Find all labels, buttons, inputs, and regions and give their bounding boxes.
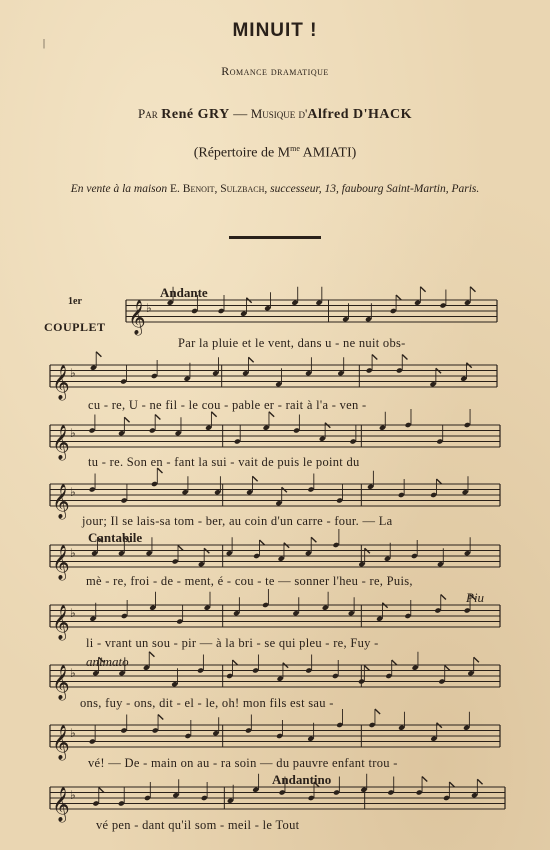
treble-clef: 𝄞 xyxy=(52,484,70,519)
note-flag xyxy=(259,540,264,545)
tempo-cantabile: Cantabile xyxy=(88,530,143,545)
note-flag xyxy=(396,295,401,300)
note-flag xyxy=(474,657,479,662)
repertoire-name: AMIATI) xyxy=(299,145,357,161)
lyric-line-1: Par la pluie et le vent, dans u - ne nuit obs- xyxy=(178,336,406,350)
treble-clef: 𝄞 xyxy=(128,300,146,335)
song-title: MINUIT ! xyxy=(232,20,318,41)
treble-clef: 𝄞 xyxy=(52,725,70,760)
repertoire-prefix: (Répertoire de M xyxy=(193,145,291,161)
flat-sign: ♭ xyxy=(70,426,76,440)
tempo-andante: Andante xyxy=(160,285,208,300)
couplet-label: COUPLET xyxy=(44,320,106,334)
note-flag xyxy=(470,287,475,292)
note-flag xyxy=(149,652,154,657)
tempo-andantino: Andantino xyxy=(272,772,332,787)
treble-clef: 𝄞 xyxy=(52,787,70,822)
flat-sign: ♭ xyxy=(70,726,76,740)
note-flag xyxy=(441,595,446,600)
tempo-piu: Piu xyxy=(466,590,485,605)
flat-sign: ♭ xyxy=(70,546,76,560)
flat-sign: ♭ xyxy=(70,666,76,680)
flat-sign: ♭ xyxy=(70,606,76,620)
sale-prefix: En vente à la maison xyxy=(70,183,168,195)
treble-clef: 𝄞 xyxy=(52,605,70,640)
note-flag xyxy=(375,709,380,714)
note-flag xyxy=(445,666,450,671)
sale-suffix: successeur, 13, faubourg Saint-Martin, Paris. xyxy=(270,183,480,195)
repertoire-sup: me xyxy=(290,144,300,153)
note-flag xyxy=(372,355,377,360)
note-flag xyxy=(178,546,183,551)
note-flag xyxy=(248,357,253,362)
by-prefix: Par xyxy=(138,106,158,121)
lyric-line-8: vé! — De - main on au - ra soin — du pauvre enfant trou - xyxy=(88,756,398,770)
note-flag xyxy=(477,779,482,784)
note-flag xyxy=(364,666,369,671)
note-flag xyxy=(252,476,257,481)
lyric-line-4: jour; Il se lais-sa tom - ber, au coin d'un carre - four. — La xyxy=(82,514,393,528)
flat-sign: ♭ xyxy=(70,485,76,499)
music-prefix: Musique d' xyxy=(250,106,308,121)
lyric-line-9: vé pen - dant qu'il som - meil - le Tout xyxy=(96,818,300,832)
note-flag xyxy=(422,777,427,782)
tempo-animato: animato xyxy=(86,654,129,669)
treble-clef: 𝄞 xyxy=(52,545,70,580)
note-flag xyxy=(96,352,101,357)
sale-publisher: E. Benoit, Sulzbach, xyxy=(170,183,268,195)
flat-sign: ♭ xyxy=(70,366,76,380)
treble-clef: 𝄞 xyxy=(52,365,70,400)
song-subtitle: Romance dramatique xyxy=(221,64,329,78)
lyricist-name: René GRY xyxy=(161,107,230,122)
lyric-line-5: mè - re, froi - de - ment, é - cou - te — sonner l'heu - re, Puis, xyxy=(86,574,413,588)
lyric-line-6: li - vrant un sou - pir — à la bri - se qui pleu - re, Fuy - xyxy=(86,636,379,650)
lyric-line-3: tu - re. Son en - fant la sui - vait de puis le point du xyxy=(88,455,360,469)
margin-mark: | xyxy=(43,38,46,49)
note-flag xyxy=(449,782,454,787)
note-flag xyxy=(402,355,407,360)
note-flag xyxy=(392,660,397,665)
note-flag xyxy=(158,715,163,720)
treble-clef: 𝄞 xyxy=(52,665,70,700)
treble-clef: 𝄞 xyxy=(52,425,70,460)
composer-name: Alfred D'HACK xyxy=(307,107,412,122)
note-flag xyxy=(124,417,129,422)
note-flag xyxy=(232,660,237,665)
lyric-line-2: cu - re, U - ne fil - le cou - pable er - rait à l'a - ven - xyxy=(88,398,367,412)
note-flag xyxy=(436,479,441,484)
credits-dash: — xyxy=(233,107,248,122)
note-flag xyxy=(155,415,160,420)
couplet-number: 1er xyxy=(68,296,82,307)
lyric-line-7: ons, fuy - ons, dit - el - le, oh! mon fils est sau - xyxy=(80,696,334,710)
note-flag xyxy=(311,537,316,542)
note-flag xyxy=(420,287,425,292)
flat-sign: ♭ xyxy=(146,301,152,315)
flat-sign: ♭ xyxy=(70,788,76,802)
note-flag xyxy=(99,788,104,793)
